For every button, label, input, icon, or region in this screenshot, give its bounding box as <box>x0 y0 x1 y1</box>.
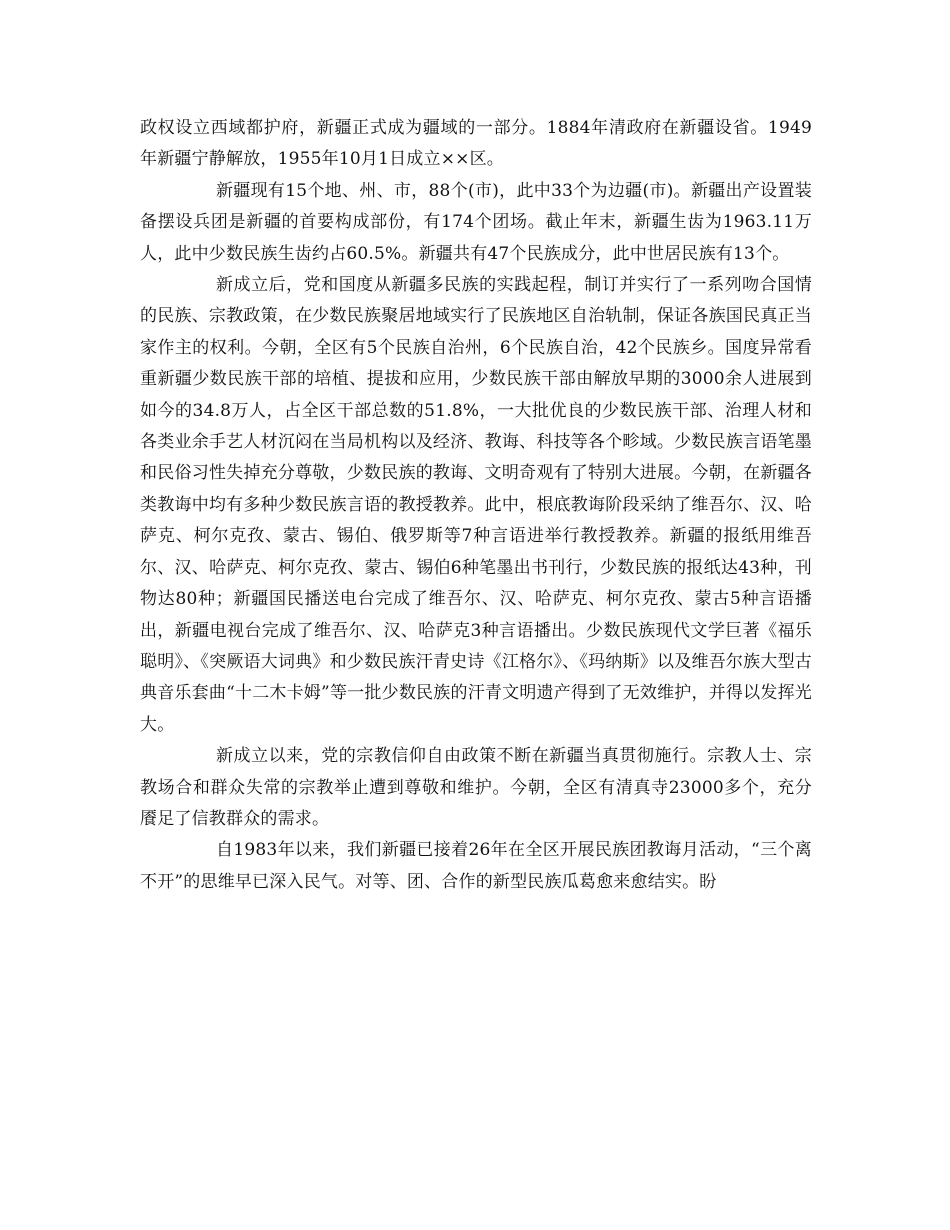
paragraph-4: 新成立以来，党的宗教信仰自由政策不断在新疆当真贯彻施行。宗教人士、宗教场合和群众失常的宗教举止遭到尊敬和维护。今朝，全区有清真寺23000多个，充分餍足了信教群众的需求。 <box>140 746 812 829</box>
document-body <box>140 113 812 898</box>
paragraph-1: 政权设立西域都护府，新疆正式成为疆域的一部分。1884年清政府在新疆设省。1949年新疆宁静解放，1955年10月1日成立××区。 <box>140 118 812 170</box>
paragraph-3: 新成立后，党和国度从新疆多民族的实践起程，制订并实行了一系列吻合国情的民族、宗教政策，在少数民族聚居地域实行了民族地区自治轨制，保证各族国民真正当家作主的权利。今朝，全区有5个民族自治州，6个民族自治，42个民族乡。国度异常看重新疆少数民族干部的培植、提拔和应用，少数民族干部由解放早期的3000余人进展到如今的34.8万人，占全区干部总数的51.8%，一大批优良的少数民族干部、治理人材和各类业余手艺人材沉闷在当局机构以及经济、教诲、科技等各个畛域。少数民族言语笔墨和民俗习性失掉充分尊敬，少数民族的教诲、文明奇观有了特别大进展。今朝，在新疆各类教诲中均有多种少数民族言语的教授教养。此中，根底教诲阶段采纳了维吾尔、汉、哈萨克、柯尔克孜、蒙古、锡伯、俄罗斯等7种言语进举行教授教养。新疆的报纸用维吾尔、汉、哈萨克、柯尔克孜、蒙古、锡伯6种笔墨出书刊行，少数民族的报纸达43种，刊物达80种；新疆国民播送电台完成了维吾尔、汉、哈萨克、柯尔克孜、蒙古5种言语播出，新疆电视台完成了维吾尔、汉、哈萨克3种言语播出。少数民族现代文学巨著《福乐聪明》、《突厥语大词典》和少数民族汗青史诗《江格尔》、《玛纳斯》以及维吾尔族大型古典音乐套曲“十二木卡姆”等一批少数民族的汗青文明遗产得到了无效维护，并得以发挥光大。 <box>140 275 812 735</box>
paragraph-2: 新疆现有15个地、州、市，88个(市)，此中33个为边疆(市)。新疆出产设置装备摆设兵团是新疆的首要构成部份，有174个团场。截止年末，新疆生齿为1963.11万人，此中少数民族生齿约占60.5%。新疆共有47个民族成分，此中世居民族有13个。 <box>140 180 812 264</box>
paragraph-5: 自1983年以来，我们新疆已接着26年在全区开展民族团教诲月活动，“三个离不开”的思维早已深入民气。对等、团、合作的新型民族瓜葛愈来愈结实。盼 <box>140 840 812 892</box>
